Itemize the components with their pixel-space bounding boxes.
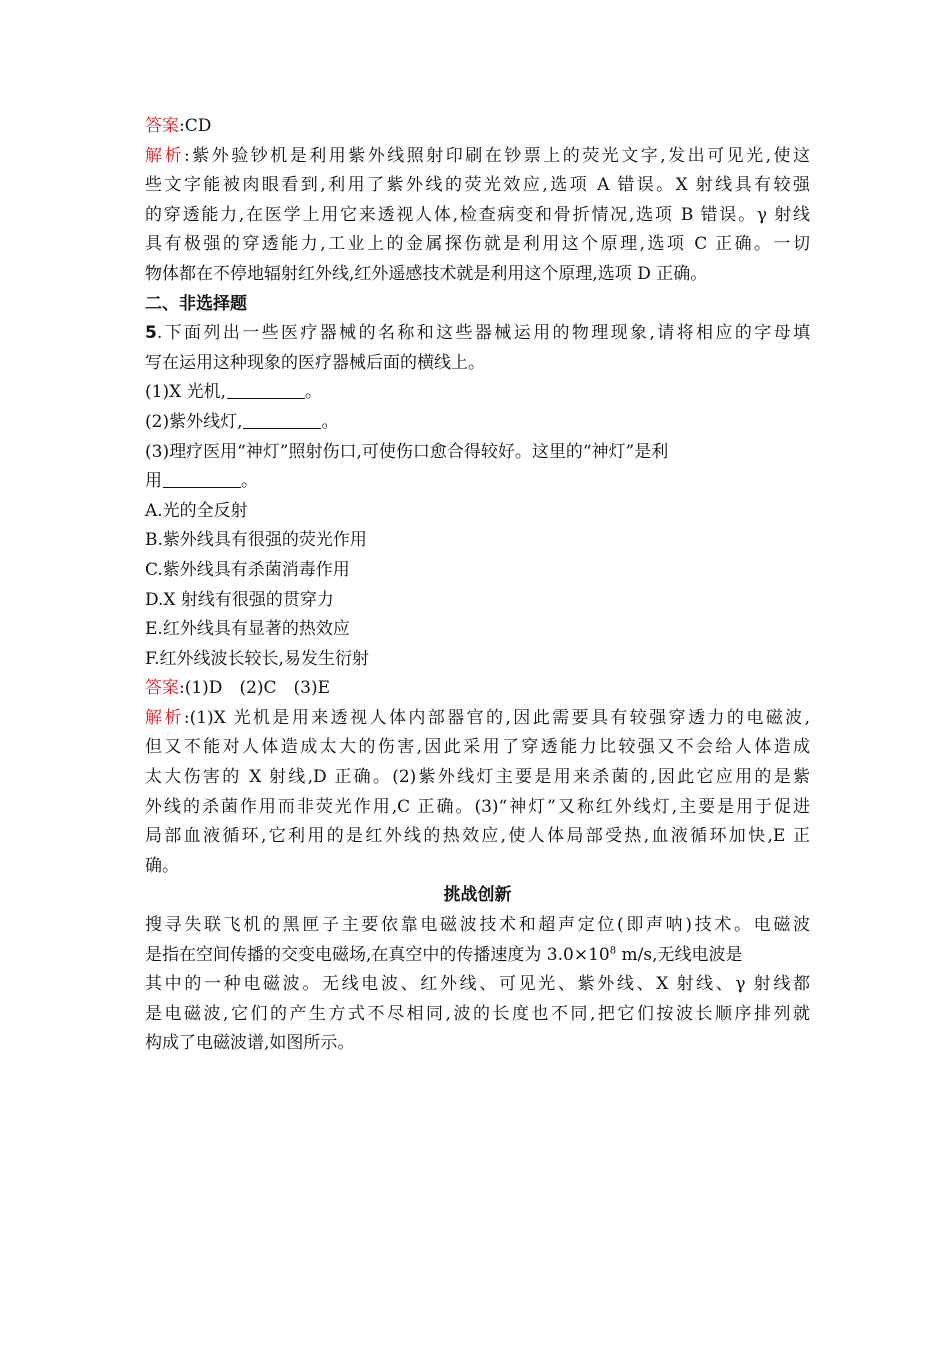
analysis-line: 具有极强的穿透能力,工业上的金属探伤就是利用这个原理,选项 C 正确。一切 xyxy=(145,234,810,255)
answer-blank[interactable] xyxy=(227,380,305,399)
analysis-line: 解析:紫外验钞机是利用紫外线照射印刷在钞票上的荧光文字,发出可见光,使这 xyxy=(145,145,810,166)
answer-line-1 xyxy=(145,112,810,142)
option-a: A.光的全反射 xyxy=(145,500,248,521)
challenge-line: 是电磁波,它们的产生方式不尽相同,波的长度也不同,把它们按波长顺序排列就 xyxy=(145,1003,810,1024)
answer-blank[interactable] xyxy=(163,469,241,488)
analysis-line: 太大伤害的 X 射线,D 正确。(2)紫外线灯主要是用来杀菌的,因此它应用的是紫 xyxy=(145,767,810,788)
fill-item-3-cont: 用 。 xyxy=(145,471,258,492)
analysis-line: 的穿透能力,在医学上用它来透视人体,检查病变和骨折情况,选项 B 错误。γ 射线 xyxy=(145,204,810,225)
answer-label: 答案 xyxy=(145,678,179,699)
answer-blank[interactable] xyxy=(243,410,321,429)
answer-value: :CD xyxy=(179,116,212,136)
challenge-line: 搜寻失联飞机的黑匣子主要依靠电磁波技术和超声定位(即声呐)技术。电磁波 xyxy=(145,915,810,936)
analysis-line: 外线的杀菌作用而非荧光作用,C 正确。(3)“神灯”又称红外线灯,主要是用于促进 xyxy=(145,796,810,817)
option-d: D.X 射线有很强的贯穿力 xyxy=(145,589,334,610)
challenge-line: 是指在空间传播的交变电磁场,在真空中的传播速度为 $3.0\times 10^8$ m/s,无线电波是 xyxy=(145,944,743,965)
exponent: 8 xyxy=(609,944,617,956)
answer-line-2 xyxy=(145,674,810,704)
analysis-line: 些文字能被肉眼看到,利用了紫外线的荧光效应,选项 A 错误。X 射线具有较强 xyxy=(145,175,810,196)
question-number: 5 xyxy=(145,323,157,344)
fill-item-3: (3)理疗医用“神灯”照射伤口,可使伤口愈合得较好。这里的“神灯”是利 xyxy=(145,441,669,462)
document-page xyxy=(145,112,810,1059)
option-b: B.紫外线具有很强的荧光作用 xyxy=(145,530,367,551)
analysis-line: 确。 xyxy=(145,855,179,876)
analysis-line: 解析:(1)X 光机是用来透视人体内部器官的,因此需要具有较强穿透力的电磁波, xyxy=(145,707,810,728)
answer-label: 答案 xyxy=(145,116,179,136)
challenge-line: 其中的一种电磁波。无线电波、红外线、可见光、紫外线、X 射线、γ 射线都 xyxy=(145,974,810,995)
analysis-line: 但又不能对人体造成太大的伤害,因此采用了穿透能力比较强又不会给人体造成 xyxy=(145,737,810,758)
analysis-line: 局部血液循环,它利用的是红外线的热效应,使人体局部受热,血液循环加快,E 正 xyxy=(145,826,810,847)
option-f: F.红外线波长较长,易发生衍射 xyxy=(145,648,369,669)
option-e: E.红外线具有显著的热效应 xyxy=(145,619,350,640)
question-stem: 5.下面列出一些医疗器械的名称和这些器械运用的物理现象,请将相应的字母填 xyxy=(145,323,810,344)
challenge-line: 构成了电磁波谱,如图所示。 xyxy=(145,1033,355,1054)
section-title: 二、非选择题 xyxy=(145,293,247,314)
fill-item-1: (1)X 光机, 。 xyxy=(145,382,322,403)
fill-item-2: (2)紫外线灯, 。 xyxy=(145,411,339,432)
question-stem: 写在运用这种现象的医疗器械后面的横线上。 xyxy=(145,352,485,373)
answer-value: :(1)D (2)C (3)E xyxy=(179,678,331,699)
analysis-label: 解析 xyxy=(145,145,184,166)
option-c: C.紫外线具有杀菌消毒作用 xyxy=(145,559,350,580)
analysis-line: 物体都在不停地辐射红外线,红外遥感技术就是利用这个原理,选项 D 正确。 xyxy=(145,263,708,284)
analysis-label: 解析 xyxy=(145,707,184,728)
challenge-title: 挑战创新 xyxy=(443,885,512,906)
